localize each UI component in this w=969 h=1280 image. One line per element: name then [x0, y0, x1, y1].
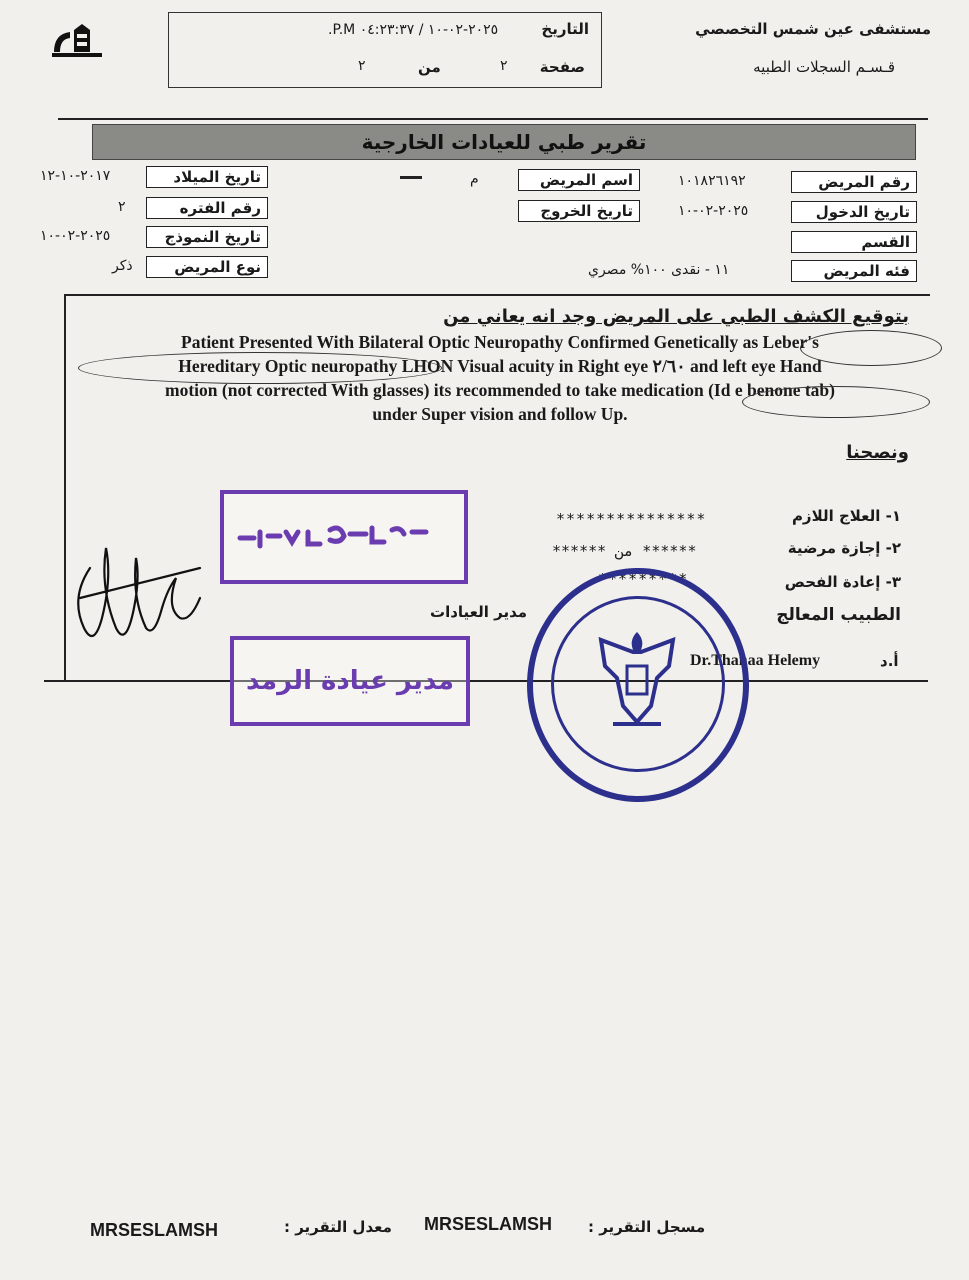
period-value: ٢ [118, 199, 126, 215]
handwritten-circle [78, 352, 442, 384]
treatment-item: ١- العلاج اللازم [791, 507, 901, 525]
modifier-label: معدل التقرير : [284, 1218, 392, 1236]
doctor-name: Dr.Thanaa Helemy [690, 652, 821, 669]
handwritten-signature [60, 528, 220, 668]
handwritten-circle [800, 330, 942, 366]
report-title-bar [92, 124, 916, 160]
patient-type-value: ذكر [112, 258, 133, 274]
category-label: فئه المريض [791, 260, 917, 282]
page-of-label: من [418, 58, 441, 76]
doctor-prefix: أ.د [880, 652, 899, 670]
sick-leave-item: ٢- إجازة مرضية [787, 539, 901, 557]
category-value: ١١ - نقدى ١٠٠% مصري [588, 262, 730, 278]
report-line: Hereditary Optic neuropathy LHON Visual acuity in Right eye ٢/٦٠ and left eye Hand [178, 356, 822, 376]
period-label: رقم الفتره [146, 197, 268, 219]
report-intro: بتوقيع الكشف الطبي على المريض وجد انه يعاني من [443, 306, 909, 327]
department-name: قـسـم السجلات الطبيه [753, 58, 895, 76]
report-line: Patient Presented With Bilateral Optic Neuropathy Confirmed Genetically as Leber's [181, 332, 819, 352]
advice-label: ونصحنا [846, 442, 909, 463]
treatment-value: *************** [556, 510, 707, 528]
report-title: تقرير طبي للعيادات الخارجية [361, 130, 647, 154]
dob-label: تاريخ الميلاد [146, 166, 268, 188]
handwritten-circle [742, 386, 930, 418]
report-line: under Super vision and follow Up. [372, 404, 628, 424]
stamp-top [220, 490, 468, 584]
dob-value: ٢٠١٧-١٠-١٢ [40, 168, 111, 184]
stamp-bottom-text: مدير عيادة الرمد [246, 666, 454, 696]
recorder-label: مسجل التقرير : [588, 1218, 706, 1236]
modifier-value: MRSESLAMSH [90, 1220, 219, 1240]
form-date-label: تاريخ النموذج [146, 226, 268, 248]
admission-value: ٢٠٢٥-٠٢-١٠ [678, 203, 749, 219]
patient-name-redacted [400, 176, 422, 179]
header-divider [58, 118, 928, 120]
stamp-bottom [230, 636, 470, 726]
recorder-value: MRSESLAMSH [424, 1214, 553, 1234]
patient-name-label: اسم المريض [518, 169, 640, 191]
report-bottom-line [44, 680, 928, 682]
clinic-manager-label: مدير العيادات [430, 603, 528, 621]
page-number: ٢ [500, 58, 508, 74]
section-label: القسم [791, 231, 917, 253]
page-total: ٢ [358, 58, 366, 74]
page-label: صفحة [539, 58, 585, 76]
treating-doctor-label: الطبيب المعالج [776, 605, 901, 625]
sick-leave-value: ****** من ****** [552, 542, 697, 560]
report-line: motion (not corrected With glasses) its recommended to take medication (Id e benone tab) [165, 380, 835, 400]
date-label: التاريخ [541, 20, 589, 38]
official-seal [527, 568, 749, 802]
reexam-item: ٣- إعادة الفحص [784, 573, 901, 591]
hospital-name: مستشفى عين شمس التخصصي [695, 20, 931, 38]
patient-name-value: م [470, 171, 479, 187]
eagle-emblem-icon [593, 626, 681, 736]
form-date-value: ٢٠٢٥-٠٢-١٠ [40, 228, 111, 244]
patient-no-value: ١٠١٨٢٦١٩٢ [678, 173, 746, 189]
date-value: ٢٠٢٥-٠٢-١٠ / ٠٤:٢٣:٣٧ P.M. [328, 22, 499, 38]
patient-type-label: نوع المريض [146, 256, 268, 278]
admission-label: تاريخ الدخول [791, 201, 917, 223]
discharge-label: تاريخ الخروج [518, 200, 640, 222]
hospital-logo [48, 22, 106, 62]
patient-no-label: رقم المريض [791, 171, 917, 193]
reexam-value: ********* [598, 570, 689, 588]
